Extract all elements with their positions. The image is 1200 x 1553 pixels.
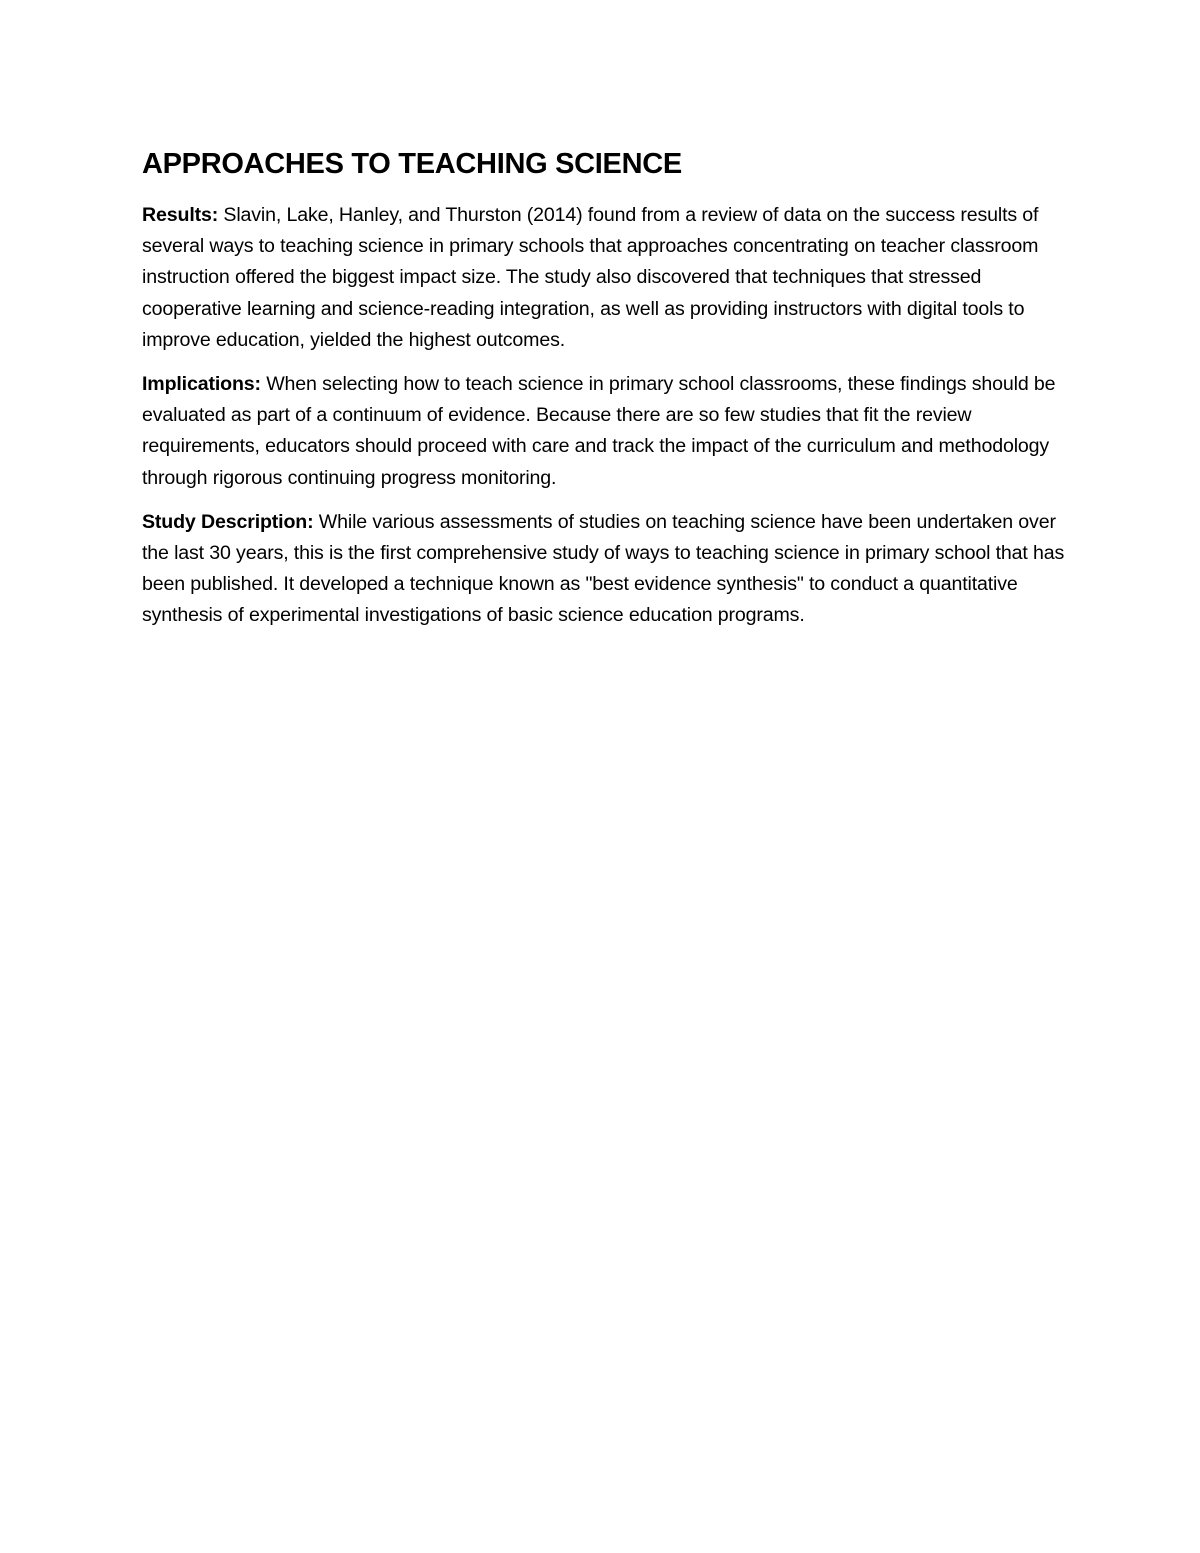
implications-heading: Implications: — [142, 373, 261, 396]
study-description-paragraph — [142, 507, 1072, 632]
results-paragraph — [142, 200, 1072, 356]
document-title: APPROACHES TO TEACHING SCIENCE — [142, 148, 682, 180]
results-text: Slavin, Lake, Hanley, and Thurston (2014) found from a review of data on the success results of several ways to teaching science in primary schools that approaches concentrating on teacher classroom instruction offered the biggest impact size. The study also discovered that techniques that stressed cooperative learning and science-reading integration, as well as providing instructors with digital tools to improve education, yielded the highest outcomes. — [142, 204, 1039, 351]
implications-text: When selecting how to teach science in primary school classrooms, these findings should be evaluated as part of a continuum of evidence. Because there are so few studies that fit the review requirements, educators should proceed with care and track the impact of the curriculum and methodology through rigorous continuing progress monitoring. — [142, 373, 1056, 489]
study-description-text: While various assessments of studies on teaching science have been undertaken over the last 30 years, this is the first comprehensive study of ways to teaching science in primary school that has been published. It developed a technique known as "best evidence synthesis" to conduct a quantitative synthesis of experimental investigations of basic science education programs. — [142, 510, 1065, 627]
study-description-heading: Study Description: — [142, 510, 314, 533]
implications-paragraph — [142, 369, 1072, 494]
document-body — [142, 142, 1072, 645]
results-heading: Results: — [142, 204, 219, 226]
